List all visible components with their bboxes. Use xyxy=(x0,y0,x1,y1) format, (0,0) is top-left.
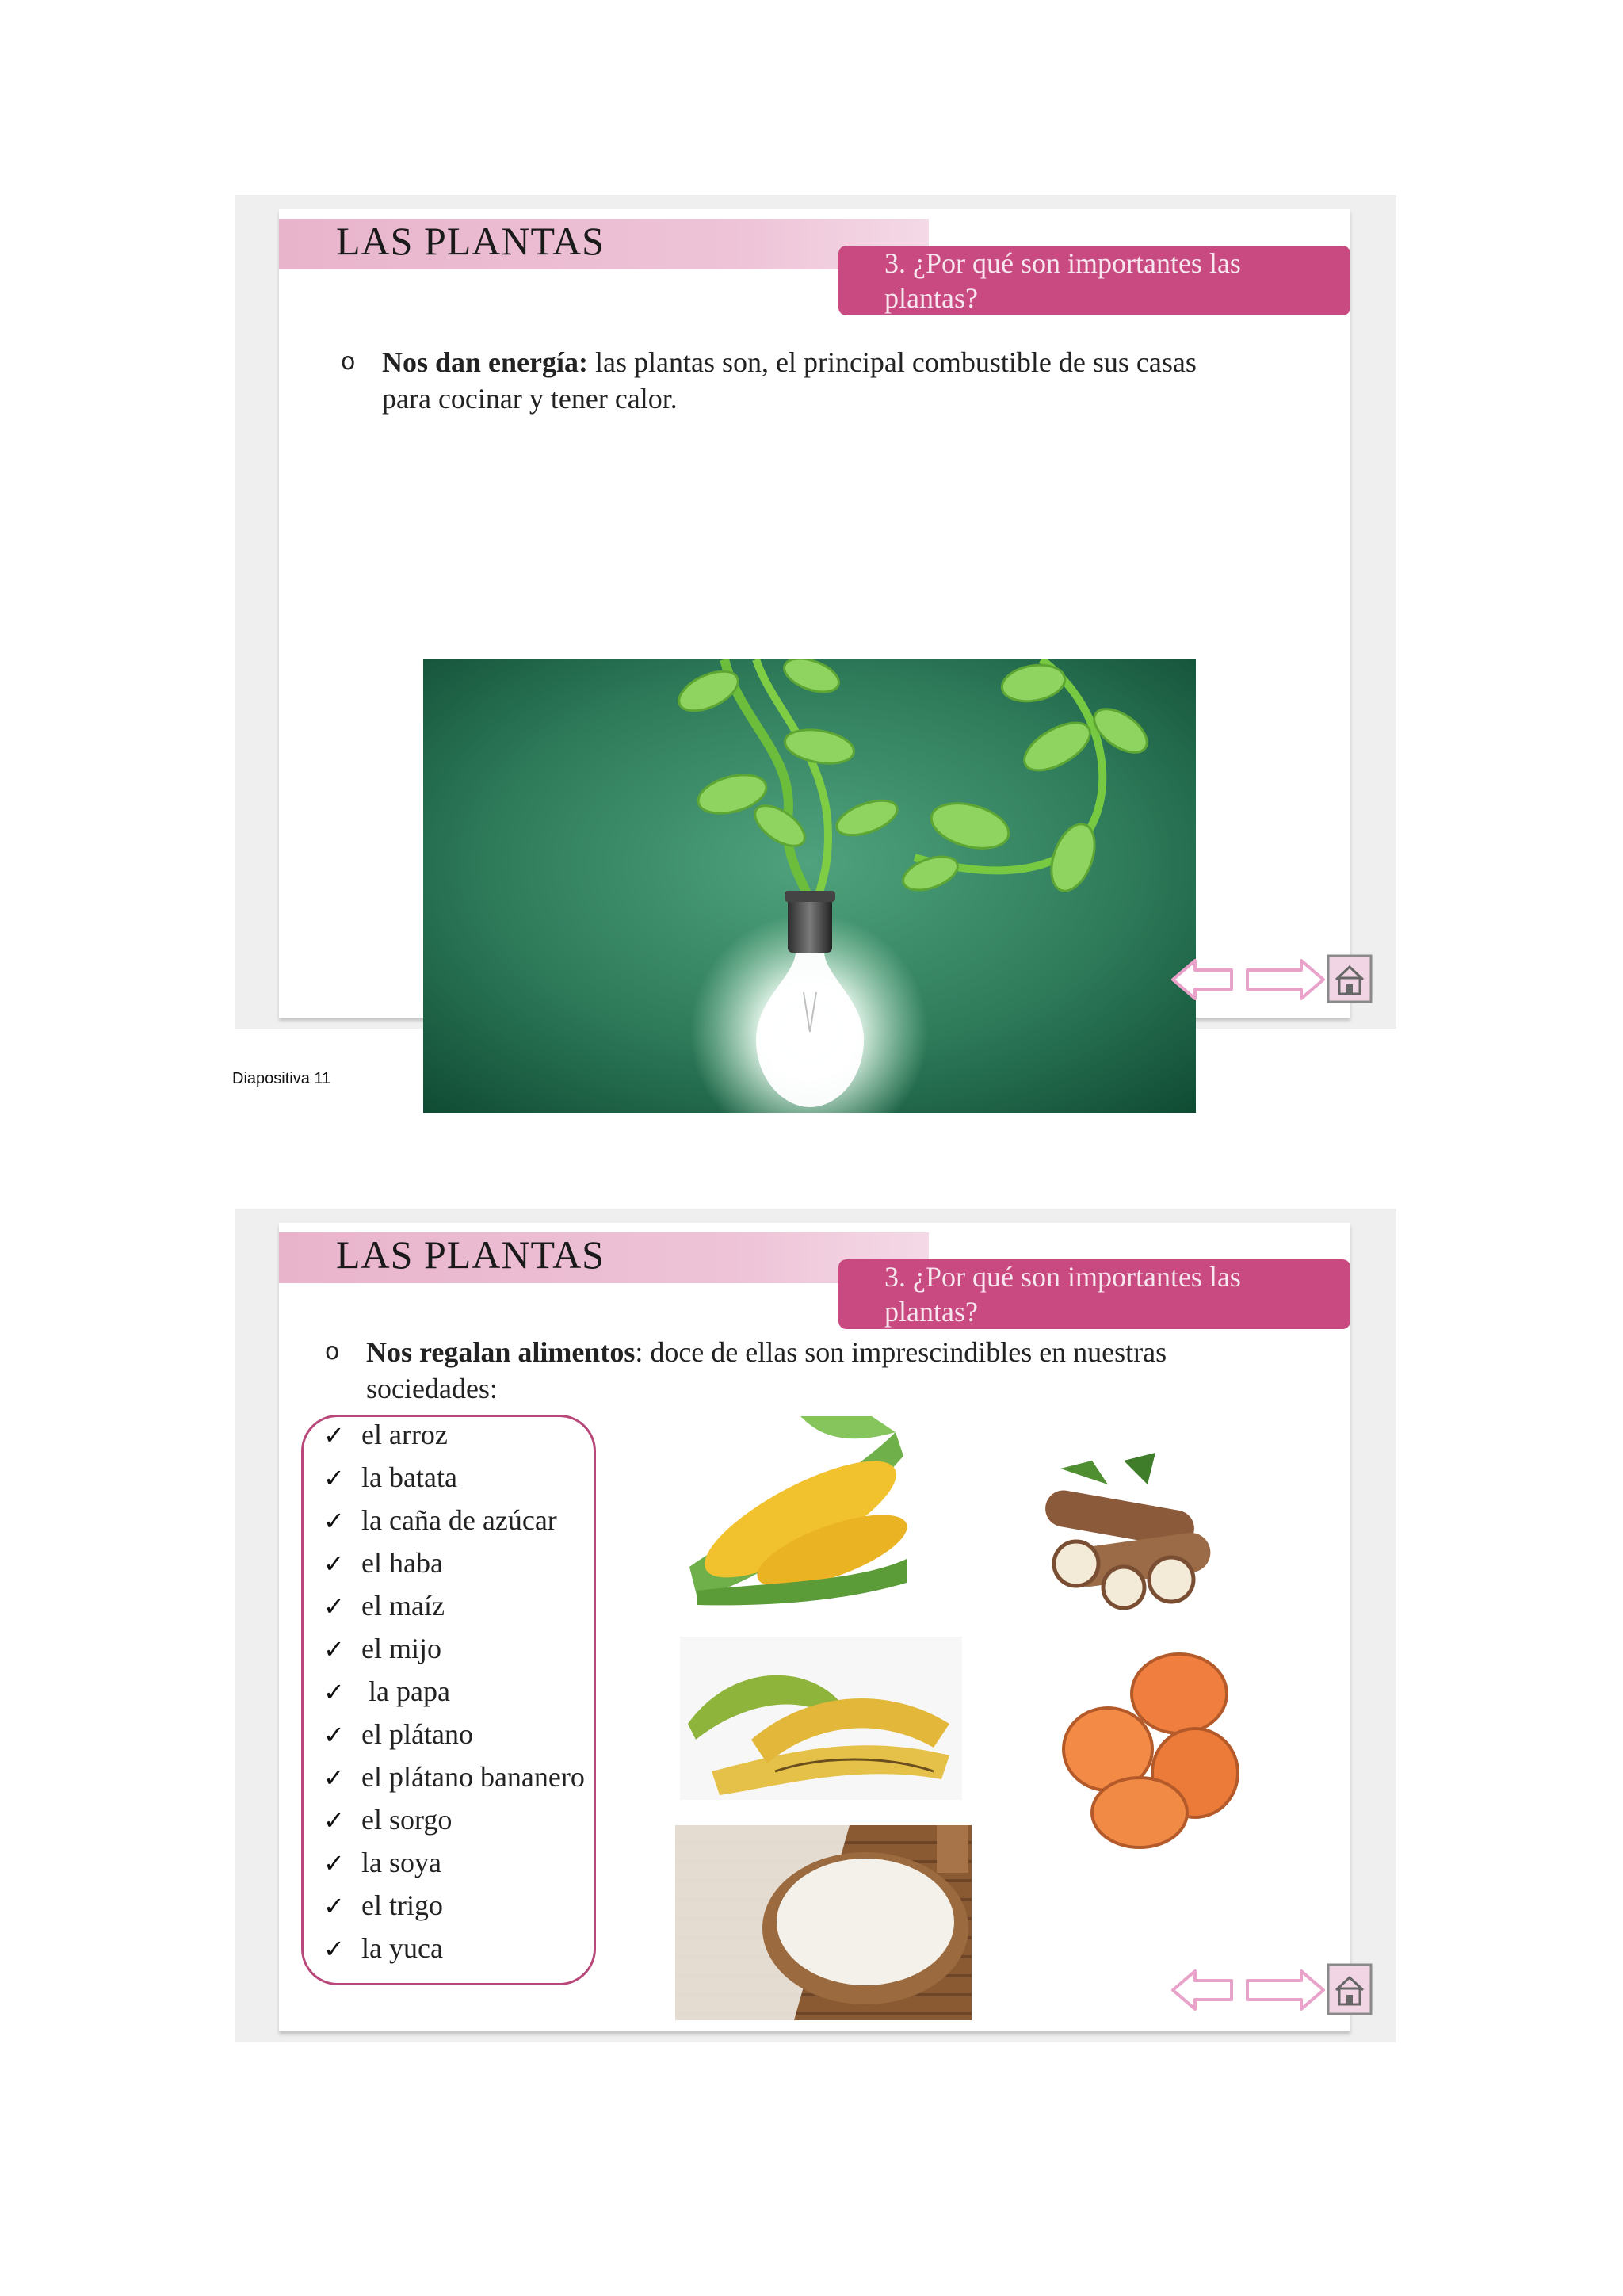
check-icon: ✓ xyxy=(323,1805,345,1836)
slide-2-content xyxy=(279,1223,1350,2031)
rice-image xyxy=(675,1825,972,2020)
section-badge xyxy=(838,1259,1350,1329)
left-arrow-icon[interactable] xyxy=(1173,961,1232,999)
bullet-text-line-2: sociedades: xyxy=(366,1373,498,1404)
check-icon: ✓ xyxy=(323,1549,345,1579)
check-icon: ✓ xyxy=(323,1506,345,1536)
food-name: la papa xyxy=(361,1675,450,1707)
home-icon[interactable] xyxy=(1327,1963,1373,2015)
food-list-item xyxy=(323,1755,585,1798)
slide-navigation xyxy=(1168,1957,1338,2023)
food-name: el arroz xyxy=(361,1419,448,1450)
check-icon: ✓ xyxy=(323,1848,345,1878)
food-list-item xyxy=(323,1798,585,1841)
check-icon: ✓ xyxy=(323,1634,345,1664)
slide-1-content xyxy=(279,209,1350,1018)
bullet-marker: o xyxy=(325,1338,340,1366)
bullet-food xyxy=(325,1334,1276,1407)
food-list-item xyxy=(323,1627,585,1670)
section-badge xyxy=(838,246,1350,315)
sweet-potato-image xyxy=(1060,1646,1247,1854)
food-name: la soya xyxy=(361,1847,441,1878)
check-icon: ✓ xyxy=(323,1677,345,1707)
slide-1 xyxy=(235,195,1396,1029)
bullet-bold-text: Nos dan energía: xyxy=(382,346,588,378)
food-name: el mijo xyxy=(361,1633,441,1664)
food-list-item xyxy=(323,1713,585,1755)
bullet-text-line-1: las plantas son, el principal combustible de sus casas xyxy=(588,346,1197,378)
food-name: el haba xyxy=(361,1547,443,1579)
slide-caption: Diapositiva 11 xyxy=(232,1070,331,1087)
left-arrow-icon[interactable] xyxy=(1173,1971,1232,2009)
right-arrow-icon[interactable] xyxy=(1247,1971,1323,2009)
section-badge-line-2: plantas? xyxy=(884,282,978,314)
bullet-marker: o xyxy=(341,348,356,376)
check-icon: ✓ xyxy=(323,1891,345,1921)
food-list-item xyxy=(323,1584,585,1627)
slide-title: LAS PLANTAS xyxy=(336,219,605,263)
food-name: el trigo xyxy=(361,1889,443,1921)
check-icon: ✓ xyxy=(323,1934,345,1964)
food-name: la yuca xyxy=(361,1932,443,1964)
bullet-text-line-1: : doce de ellas son imprescindibles en nuestras xyxy=(635,1336,1167,1368)
food-list-item xyxy=(323,1884,585,1927)
plantain-image xyxy=(680,1637,962,1800)
bullet-text-line-2: para cocinar y tener calor. xyxy=(382,383,678,415)
section-badge-line-1: 3. ¿Por qué son importantes las xyxy=(884,247,1241,279)
slide-2 xyxy=(235,1209,1396,2042)
food-name: la batata xyxy=(361,1461,457,1493)
bullet-energy xyxy=(341,344,1292,417)
check-icon: ✓ xyxy=(323,1591,345,1622)
section-badge-line-1: 3. ¿Por qué son importantes las xyxy=(884,1261,1241,1293)
food-list-item xyxy=(323,1670,585,1713)
right-arrow-icon[interactable] xyxy=(1247,961,1323,999)
food-list-item xyxy=(323,1541,585,1584)
food-name: el sorgo xyxy=(361,1804,453,1836)
food-list-item xyxy=(323,1456,585,1499)
food-name: la caña de azúcar xyxy=(361,1504,557,1536)
food-list xyxy=(323,1413,585,1969)
check-icon: ✓ xyxy=(323,1463,345,1493)
check-icon: ✓ xyxy=(323,1420,345,1450)
home-icon[interactable] xyxy=(1327,954,1373,1003)
check-icon: ✓ xyxy=(323,1720,345,1750)
slide-title: LAS PLANTAS xyxy=(336,1232,605,1277)
cassava-image xyxy=(1029,1453,1239,1619)
corn-image xyxy=(682,1400,908,1608)
bullet-bold-text: Nos regalan alimentos xyxy=(366,1336,636,1368)
food-list-item xyxy=(323,1413,585,1456)
check-icon: ✓ xyxy=(323,1763,345,1793)
food-list-item xyxy=(323,1927,585,1969)
food-name: el maíz xyxy=(361,1590,445,1622)
section-badge-line-2: plantas? xyxy=(884,1296,978,1328)
bulb-vine-image xyxy=(423,659,1196,1113)
food-name: el plátano bananero xyxy=(361,1761,585,1793)
food-list-item xyxy=(323,1499,585,1541)
food-list-item xyxy=(323,1841,585,1884)
slide-navigation xyxy=(1168,946,1338,1013)
food-name: el plátano xyxy=(361,1718,473,1750)
